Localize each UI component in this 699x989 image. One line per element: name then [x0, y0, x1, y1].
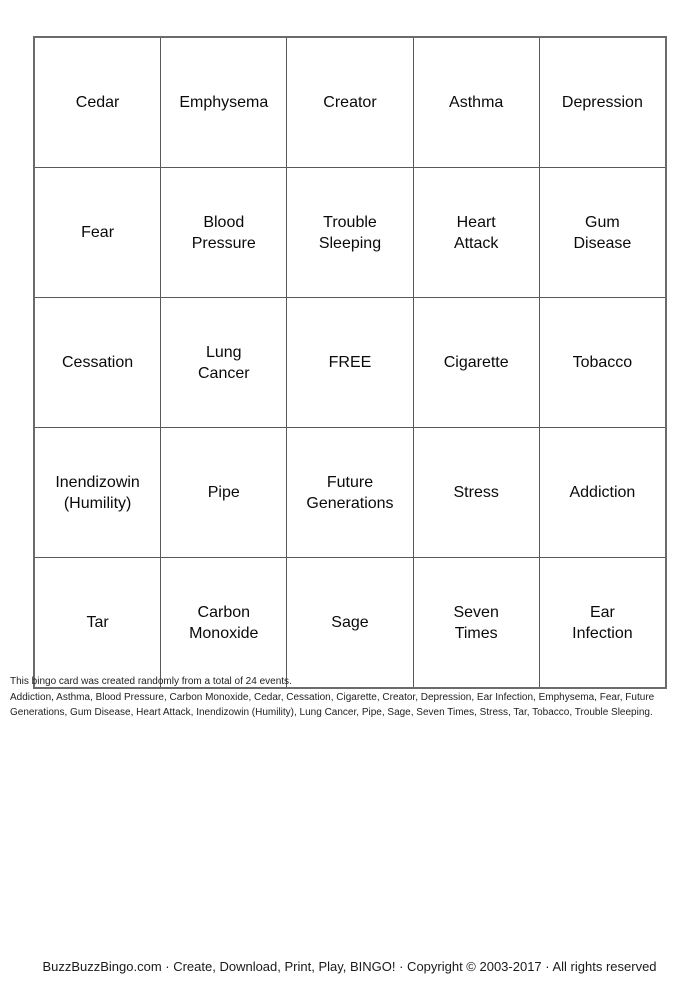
bingo-cell: Depression	[539, 37, 666, 168]
bingo-cell: Sage	[287, 558, 413, 689]
bingo-cell: Stress	[413, 428, 539, 558]
bingo-cell: Tobacco	[539, 298, 666, 428]
bingo-cell: Cedar	[34, 37, 161, 168]
footer-credit: BuzzBuzzBingo.com · Create, Download, Print, Play, BINGO! · Copyright © 2003-2017 · All rights reserved	[42, 959, 657, 974]
bingo-cell: Future Generations	[287, 428, 413, 558]
note-creation-line: This bingo card was created randomly from a total of 24 events.	[10, 676, 292, 687]
bingo-cell: Inendizowin (Humility)	[34, 428, 161, 558]
bingo-cell: Blood Pressure	[161, 168, 287, 298]
bingo-cell: Carbon Monoxide	[161, 558, 287, 689]
card-notes	[10, 674, 692, 721]
bingo-cell: Pipe	[161, 428, 287, 558]
bingo-cell: Asthma	[413, 37, 539, 168]
bingo-cell: Cessation	[34, 298, 161, 428]
bingo-cell: Creator	[287, 37, 413, 168]
bingo-row	[34, 558, 666, 689]
bingo-cell: Fear	[34, 168, 161, 298]
bingo-cell: Cigarette	[413, 298, 539, 428]
bingo-cell: Gum Disease	[539, 168, 666, 298]
note-events-list: Addiction, Asthma, Blood Pressure, Carbon Monoxide, Cedar, Cessation, Cigarette, Creator, Depression, Ear Infection, Emphysema, Fear, Future Generations, Gum Disease, Heart Attack, Inendizowin (Humility), Lung Cancer, Pipe, Sage, Seven Times, Stress, Tar, Tobacco, Trouble Sleeping.	[10, 691, 655, 718]
bingo-cell: Tar	[34, 558, 161, 689]
bingo-cell: Trouble Sleeping	[287, 168, 413, 298]
free-space-cell: FREE	[287, 298, 413, 428]
bingo-cell: Heart Attack	[413, 168, 539, 298]
bingo-row	[34, 168, 666, 298]
bingo-row	[34, 298, 666, 428]
bingo-cell: Ear Infection	[539, 558, 666, 689]
bingo-row	[34, 37, 666, 168]
bingo-card	[33, 36, 667, 689]
bingo-cell: Lung Cancer	[161, 298, 287, 428]
bingo-cell: Addiction	[539, 428, 666, 558]
bingo-cell: Seven Times	[413, 558, 539, 689]
bingo-row	[34, 428, 666, 558]
bingo-cell: Emphysema	[161, 37, 287, 168]
